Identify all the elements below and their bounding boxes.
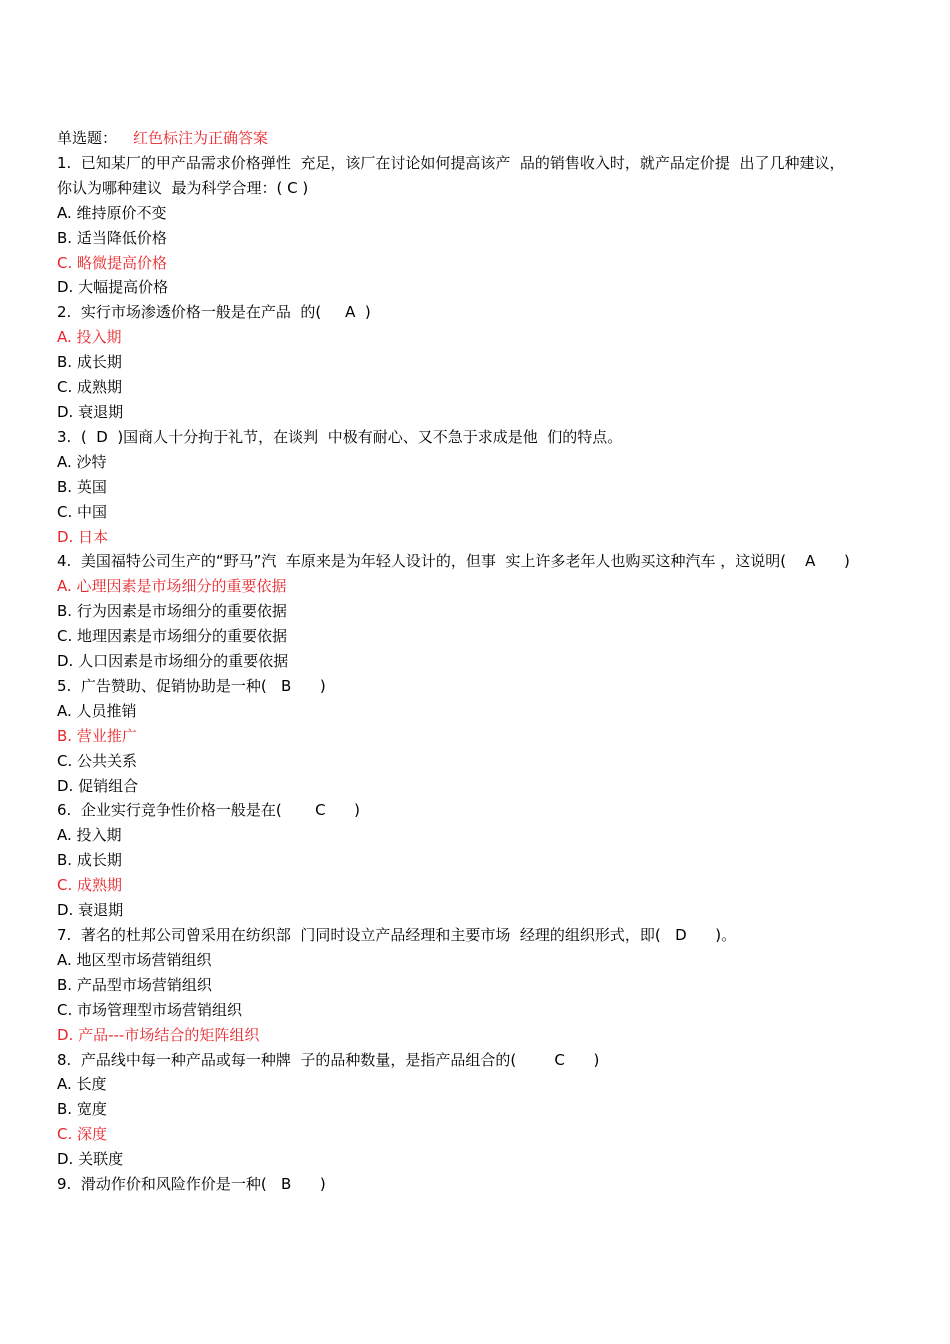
answer-option: D. 促销组合 — [57, 776, 139, 795]
correct-answer-option: D. 产品---市场结合的矩阵组织 — [57, 1025, 260, 1044]
question-stem: 7. 著名的杜邦公司曾采用在纺织部 门同时设立产品经理和主要市场 经理的组织形式，即( D )。 — [57, 926, 737, 944]
answer-option: C. 成熟期 — [57, 378, 123, 397]
question-list — [57, 151, 857, 1197]
section-title: 单选题： — [57, 129, 118, 147]
answer-option: D. 大幅提高价格 — [57, 278, 169, 297]
answer-option: D. 关联度 — [57, 1150, 124, 1169]
question-stem: 1. 已知某厂的甲产品需求价格弹性 充足，该厂在讨论如何提高该产 品的销售收入时，就产品定价提 出了几种建议，你认为哪种建议 最为科学合理：( C ) — [57, 153, 845, 197]
correct-answer-option: A. 投入期 — [57, 328, 122, 347]
correct-answer-option: D. 日本 — [57, 527, 109, 546]
correct-answer-option: C. 深度 — [57, 1125, 108, 1144]
question-stem: 8. 产品线中每一种产品或每一种牌 子的品种数量，是指产品组合的( C ) — [57, 1050, 600, 1069]
document-body — [57, 126, 857, 1197]
answer-option: A. 人员推销 — [57, 701, 137, 720]
answer-option: D. 人口因素是市场细分的重要依据 — [57, 652, 289, 671]
question-stem: 6. 企业实行竞争性价格一般是在( C ) — [57, 801, 361, 820]
question-block — [57, 425, 857, 550]
question-block — [57, 549, 857, 674]
correct-answer-option: C. 成熟期 — [57, 876, 123, 895]
correct-answer-option: B. 营业推广 — [57, 726, 137, 745]
answer-option: A. 维持原价不变 — [57, 203, 167, 222]
answer-option: B. 成长期 — [57, 851, 122, 870]
answer-key-note: 红色标注为正确答案 — [133, 129, 269, 147]
question-stem: 5. 广告赞助、促销协助是一种( B ) — [57, 676, 326, 695]
answer-option: A. 长度 — [57, 1075, 107, 1094]
answer-option: A. 投入期 — [57, 826, 122, 845]
correct-answer-option: A. 心理因素是市场细分的重要依据 — [57, 577, 287, 596]
question-block — [57, 1048, 857, 1173]
answer-option: D. 衰退期 — [57, 901, 124, 920]
answer-option: B. 宽度 — [57, 1100, 107, 1119]
correct-answer-option: C. 略微提高价格 — [57, 253, 168, 272]
question-stem: 3. ( D )国商人十分拘于礼节，在谈判 中极有耐心、又不急于求成是他 们的特点。 — [57, 427, 623, 446]
question-block — [57, 300, 857, 425]
question-stem: 4. 美国福特公司生产的“野马”汽 车原来是为年轻人设计的，但事 实上许多老年人也购买这种汽车 ，这说明( A ) — [57, 552, 850, 571]
section-header — [57, 126, 857, 151]
answer-option: B. 英国 — [57, 477, 107, 496]
answer-option: A. 沙特 — [57, 452, 107, 471]
answer-option: B. 行为因素是市场细分的重要依据 — [57, 602, 287, 621]
answer-option: B. 适当降低价格 — [57, 228, 167, 247]
answer-option: C. 地理因素是市场细分的重要依据 — [57, 627, 288, 646]
answer-option: C. 市场管理型市场营销组织 — [57, 1000, 243, 1019]
question-block — [57, 798, 857, 923]
answer-option: A. 地区型市场营销组织 — [57, 950, 212, 969]
question-block — [57, 674, 857, 799]
answer-option: B. 成长期 — [57, 353, 122, 372]
answer-option: C. 中国 — [57, 502, 108, 521]
answer-option: B. 产品型市场营销组织 — [57, 975, 212, 994]
answer-option: D. 衰退期 — [57, 402, 124, 421]
question-stem: 2. 实行市场渗透价格一般是在产品 的( A ) — [57, 303, 371, 322]
answer-option: C. 公共关系 — [57, 751, 138, 770]
question-block — [57, 1172, 857, 1197]
question-block — [57, 151, 857, 300]
question-stem: 9. 滑动作价和风险作价是一种( B ) — [57, 1175, 326, 1194]
question-block — [57, 923, 857, 1048]
